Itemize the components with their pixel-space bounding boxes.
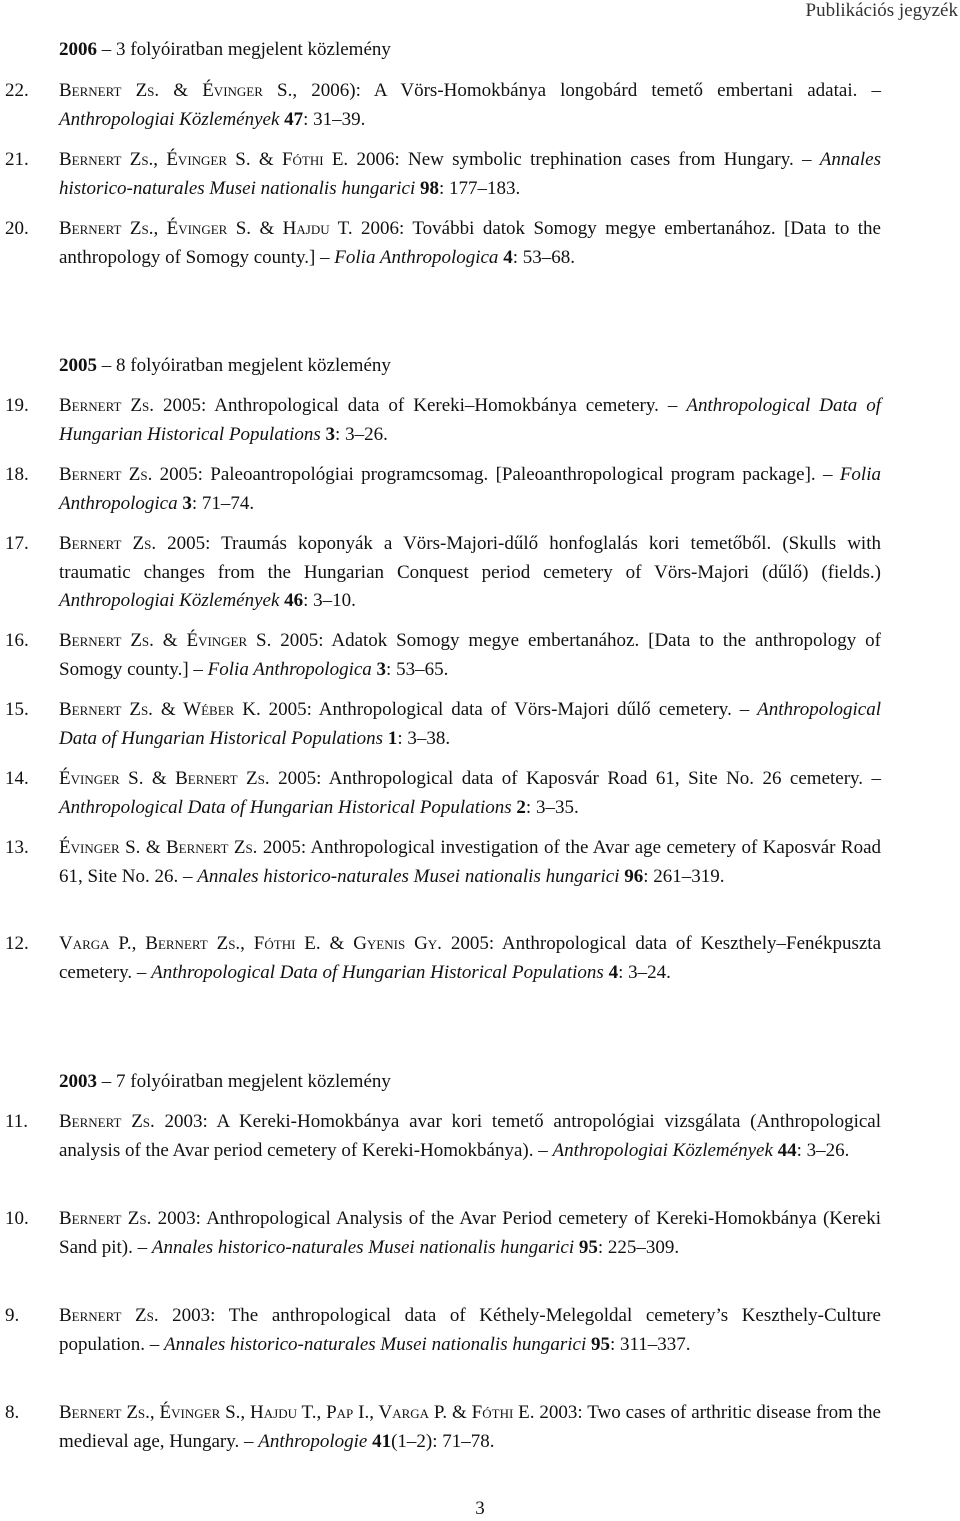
entry-pages: : 3–24. bbox=[618, 961, 671, 983]
entry-authors: Évinger S. & Bernert Zs. bbox=[59, 837, 258, 858]
entry-journal: Folia Anthropologica bbox=[59, 464, 881, 514]
entry-volume: 41 bbox=[372, 1430, 392, 1452]
entry-title: 2005: Paleoantropológiai programcsomag. [Paleoanthropological program package]. – bbox=[152, 464, 840, 485]
section-heading-2005 bbox=[59, 353, 391, 379]
entry-authors: Évinger S. & Bernert Zs. bbox=[59, 768, 270, 789]
entry-volume: 44 bbox=[777, 1139, 797, 1161]
entry-pages: : 177–183. bbox=[439, 177, 521, 199]
entry-journal: Anthropologiai Közlemények bbox=[552, 1139, 773, 1161]
entry-authors: Bernert Zs. & Évinger S. bbox=[59, 630, 272, 651]
entry-title: 2006: New symbolic trephination cases from Hungary. – bbox=[348, 149, 820, 170]
entry-authors: Bernert Zs. bbox=[59, 533, 157, 554]
entry-title: 2003: A Kereki-Homokbánya avar kori temető antropológiai vizsgálata (Anthropological analysis of the Avar period cemetery of Kereki-Homokbánya). – bbox=[59, 1111, 882, 1161]
section-heading-text: – 8 folyóiratban megjelent közlemény bbox=[97, 355, 391, 376]
entry-volume: 98 bbox=[420, 177, 439, 199]
entry-journal: Anthropological Data of Hungarian Historical Populations bbox=[151, 961, 604, 983]
entry-text bbox=[59, 930, 881, 987]
entry-title: 2003: The anthropological data of Kéthely-Melegoldal cemetery’s Keszthely-Culture population. – bbox=[59, 1305, 881, 1355]
entry-volume: 2 bbox=[516, 796, 526, 818]
entry-pages: : 31–39. bbox=[303, 108, 366, 130]
entry-number: 11. bbox=[5, 1111, 29, 1132]
entry-authors: Bernert Zs., Évinger S. & Fóthi E. bbox=[59, 149, 349, 170]
entry-volume: 1 bbox=[387, 727, 398, 749]
entry-pages: : 3–35. bbox=[525, 796, 579, 818]
entry-pages: : 3–26. bbox=[335, 423, 388, 445]
entry-number: 19. bbox=[5, 395, 29, 416]
entry-pages: : 261–319. bbox=[643, 865, 725, 887]
entry-number: 14. bbox=[5, 768, 29, 789]
entry-journal: Anthropologiai Közlemények bbox=[59, 108, 280, 130]
entry-authors: Bernert Zs. bbox=[59, 1111, 155, 1132]
entry-volume: 3 bbox=[325, 423, 336, 445]
entry-text bbox=[59, 765, 881, 822]
entry-text bbox=[59, 392, 881, 449]
entry-title: 2005: Anthropological data of Vörs-Majori dűlő cemetery. – bbox=[260, 699, 758, 720]
entry-authors: Bernert Zs. & Évinger S. bbox=[59, 80, 293, 101]
entry-text bbox=[59, 146, 881, 203]
entry-number: 16. bbox=[5, 630, 29, 651]
entry-journal: Annales historico-naturales Musei nationalis hungarici bbox=[151, 1236, 575, 1258]
entry-authors: Varga P., Bernert Zs., Fóthi E. & Gyenis Gy. bbox=[59, 933, 442, 954]
entry-volume: 96 bbox=[624, 865, 644, 887]
entry-pages: : 3–26. bbox=[796, 1139, 850, 1161]
entry-text bbox=[59, 627, 881, 684]
entry-pages: : 53–68. bbox=[512, 246, 575, 268]
page-header-title: Publikációs jegyzék bbox=[805, 0, 958, 21]
entry-journal: Anthropological Data of Hungarian Historical Populations bbox=[59, 796, 512, 818]
entry-pages: : 311–337. bbox=[609, 1333, 691, 1355]
entry-title: 2005: Anthropological data of Kaposvár Road 61, Site No. 26 cemetery. – bbox=[269, 768, 882, 789]
entry-title: 2005: Anthropological data of Kereki–Homokbánya cemetery. – bbox=[154, 395, 687, 416]
entry-number: 20. bbox=[5, 218, 29, 239]
entry-text bbox=[59, 696, 881, 753]
entry-journal: Anthropologiai Közlemények bbox=[59, 590, 280, 611]
entry-title: 2003: Anthropological Analysis of the Avar Period cemetery of Kereki-Homokbánya (Kereki Sand pit). – bbox=[59, 1208, 881, 1258]
entry-text bbox=[59, 1302, 881, 1359]
entry-number: 15. bbox=[5, 699, 29, 720]
entry-journal: Folia Anthropologica bbox=[334, 246, 499, 268]
section-heading-text: – 3 folyóiratban megjelent közlemény bbox=[97, 39, 391, 60]
entry-volume: 95 bbox=[590, 1333, 610, 1355]
entry-pages: : 71–74. bbox=[191, 492, 255, 514]
entry-pages: : 225–309. bbox=[597, 1236, 680, 1258]
entry-volume: 95 bbox=[578, 1236, 598, 1258]
entry-authors: Bernert Zs., Évinger S. & Hajdu T. bbox=[59, 218, 353, 239]
entry-number: 10. bbox=[5, 1208, 29, 1229]
section-year: 2005 bbox=[59, 355, 97, 376]
entry-title: 2005: Adatok Somogy megye embertanához. [Data to the anthropology of Somogy county.] – bbox=[59, 630, 881, 680]
entry-title: , 2006): A Vörs-Homokbánya longobárd temető embertani adatai. – bbox=[292, 80, 881, 101]
entry-number: 21. bbox=[5, 149, 29, 170]
entry-number: 9. bbox=[5, 1305, 20, 1326]
entry-text bbox=[59, 1205, 881, 1262]
entry-title: 2005: Traumás koponyák a Vörs-Majori-dűlő honfoglalás kori temetőből. (Skulls with traumatic changes from the Hungarian Conquest period cemetery of Vörs-Majori (dűlő) (fields.) bbox=[59, 533, 881, 583]
entry-number: 18. bbox=[5, 464, 29, 485]
entry-authors: Bernert Zs. bbox=[59, 1305, 159, 1326]
entry-text bbox=[59, 461, 881, 518]
entry-volume: 47 bbox=[284, 108, 304, 130]
entry-journal: Folia Anthropologica bbox=[207, 658, 372, 680]
entry-journal: Annales historico-naturales Musei nationalis hungarici bbox=[197, 865, 620, 887]
entry-volume: 3 bbox=[376, 658, 387, 680]
entry-title: 2005: Anthropological investigation of the Avar age cemetery of Kaposvár Road 61, Site No. 26. – bbox=[59, 837, 882, 887]
section-heading-2006 bbox=[59, 37, 391, 63]
entry-journal: Annales historico-naturales Musei nationalis hungarici bbox=[59, 149, 881, 199]
entry-text bbox=[59, 530, 881, 616]
entry-volume: 46 bbox=[284, 590, 304, 611]
section-heading-2003 bbox=[59, 1069, 391, 1095]
entry-title: 2006: További datok Somogy megye embertanához. [Data to the anthropology of Somogy county.] – bbox=[59, 218, 881, 268]
entry-pages: : 53–65. bbox=[386, 658, 449, 680]
page-number: 3 bbox=[475, 1498, 485, 1519]
entry-number: 8. bbox=[5, 1402, 20, 1423]
entry-journal: Annales historico-naturales Musei nationalis hungarici bbox=[164, 1333, 587, 1355]
entry-journal: Anthropological Data of Hungarian Historical Populations bbox=[59, 395, 881, 445]
entry-text bbox=[59, 77, 881, 134]
entry-authors: Bernert Zs. bbox=[59, 1208, 152, 1229]
entry-title: 2003: Two cases of arthritic disease from the medieval age, Hungary. – bbox=[59, 1402, 881, 1452]
section-heading-text: – 7 folyóiratban megjelent közlemény bbox=[97, 1071, 391, 1092]
entry-volume: 4 bbox=[503, 246, 513, 268]
entry-title: 2005: Anthropological data of Keszthely–Fenékpuszta cemetery. – bbox=[59, 933, 882, 983]
entry-volume: 3 bbox=[182, 492, 192, 514]
entry-pages: : 3–38. bbox=[397, 727, 451, 749]
entry-number: 22. bbox=[5, 80, 29, 101]
section-year: 2003 bbox=[59, 1071, 97, 1092]
entry-authors: Bernert Zs. & Wéber K. bbox=[59, 699, 261, 720]
entry-authors: Bernert Zs. bbox=[59, 464, 153, 485]
entry-authors: Bernert Zs., Évinger S., Hajdu T., Pap I., Varga P. & Fóthi E. bbox=[59, 1402, 535, 1423]
entry-volume: 4 bbox=[608, 961, 619, 983]
entry-text bbox=[59, 1108, 881, 1165]
entry-number: 12. bbox=[5, 933, 29, 954]
entry-journal: Anthropological Data of Hungarian Historical Populations bbox=[59, 699, 881, 749]
section-year: 2006 bbox=[59, 39, 97, 60]
entry-authors: Bernert Zs. bbox=[59, 395, 155, 416]
entry-pages: : 3–10. bbox=[303, 590, 356, 611]
entry-text bbox=[59, 1399, 881, 1456]
entry-number: 13. bbox=[5, 837, 29, 858]
entry-journal: Anthropologie bbox=[258, 1430, 368, 1452]
entry-text bbox=[59, 215, 881, 272]
entry-pages: (1–2): 71–78. bbox=[391, 1430, 495, 1452]
entry-number: 17. bbox=[5, 533, 29, 554]
entry-text bbox=[59, 834, 881, 891]
